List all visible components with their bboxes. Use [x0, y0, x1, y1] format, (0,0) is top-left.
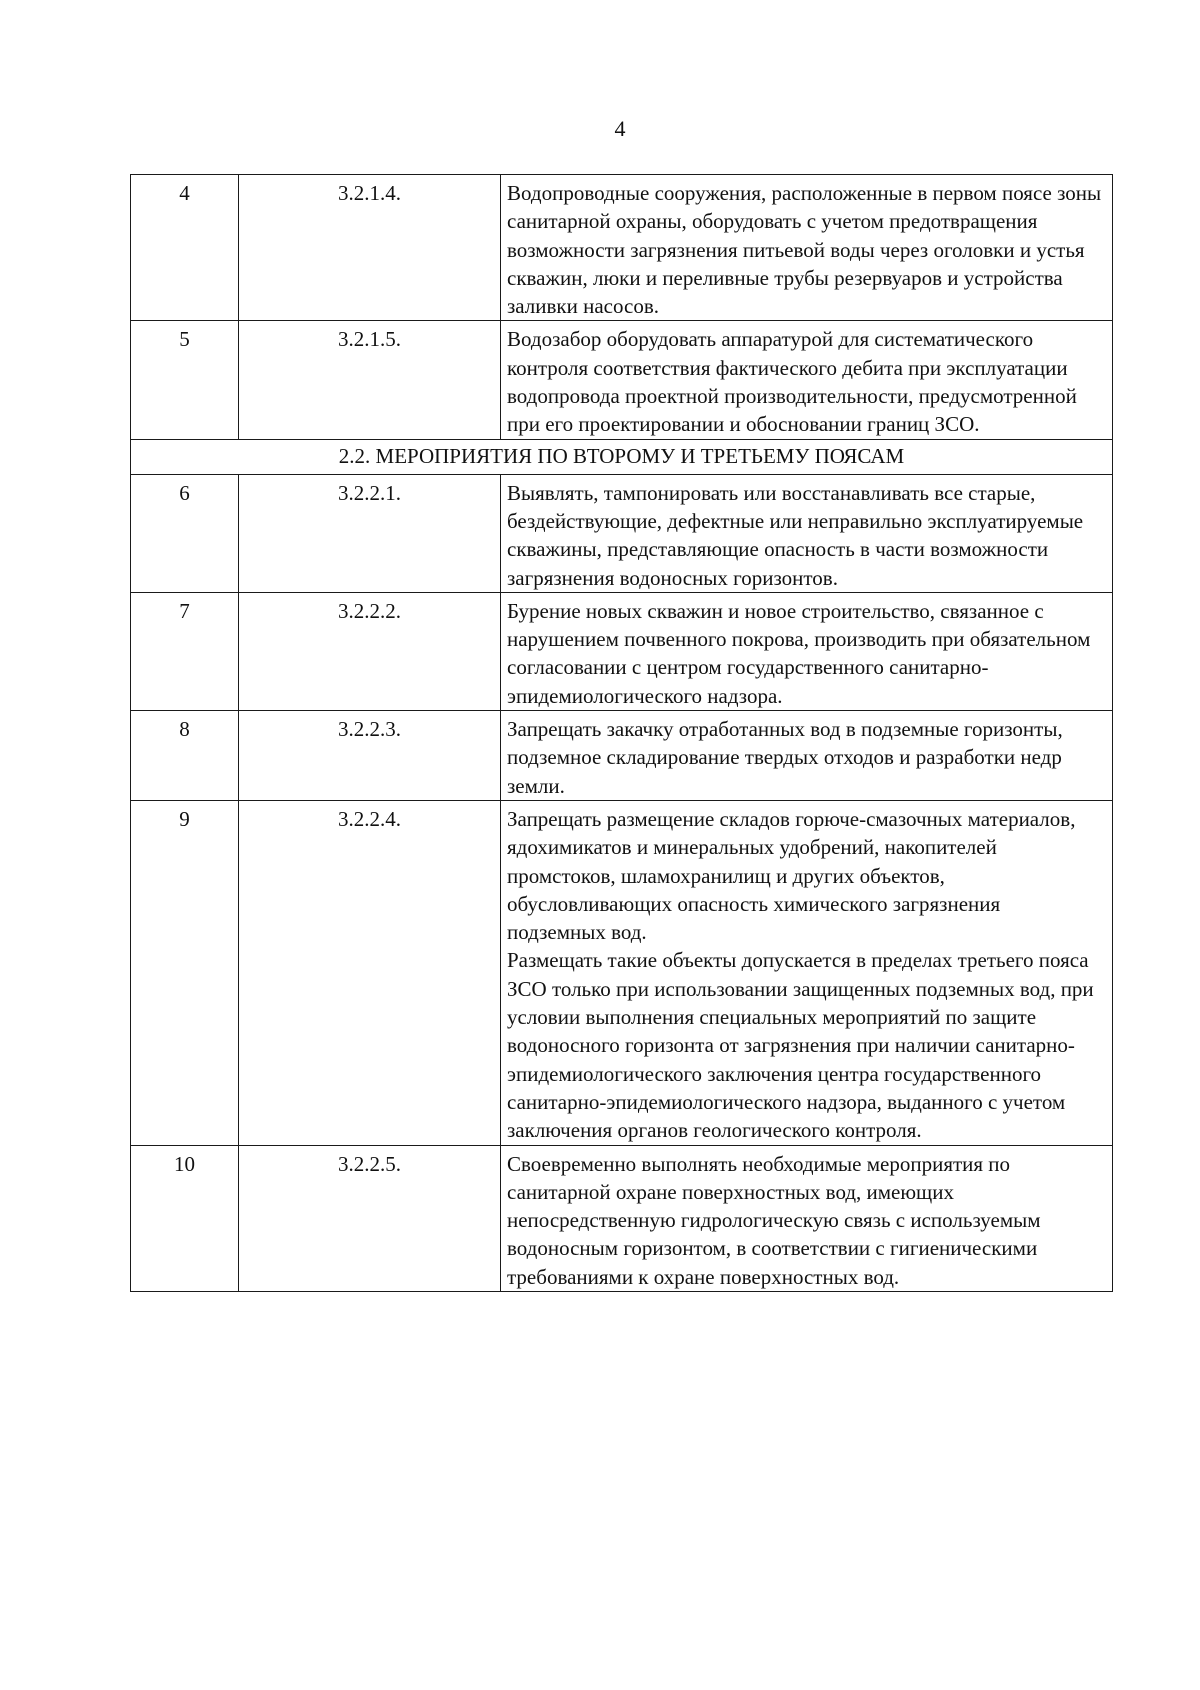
clause-code: 3.2.2.1.: [239, 474, 501, 592]
measure-text: Запрещать закачку отработанных вод в подземные горизонты, подземное складирование твердых отходов и разработки недр земли.: [501, 711, 1113, 801]
table-row: [131, 474, 1113, 592]
row-number: 5: [131, 321, 239, 439]
row-number: 10: [131, 1145, 239, 1291]
measure-text: Запрещать размещение складов горюче-смазочных материалов, ядохимикатов и минеральных удобрений, накопителей промстоков, шламохранилищ и других объектов, обусловливающих опасность химического загрязнения подземных вод.: [507, 806, 1076, 945]
measure-text: Водозабор оборудовать аппаратурой для систематического контроля соответствия фактического дебита при эксплуатации водопровода проектной производительности, предусмотренной при его проектировании и обосновании границ ЗСО.: [501, 321, 1113, 439]
clause-code: 3.2.1.4.: [239, 175, 501, 321]
row-number: 9: [131, 800, 239, 1145]
table-row: [131, 592, 1113, 710]
row-number: 8: [131, 711, 239, 801]
measure-text-block: [501, 800, 1113, 1145]
section-row: [131, 439, 1113, 474]
table-row: [131, 175, 1113, 321]
row-number: 4: [131, 175, 239, 321]
clause-code: 3.2.2.4.: [239, 800, 501, 1145]
measure-text: Своевременно выполнять необходимые мероприятия по санитарной охране поверхностных вод, имеющих непосредственную гидрологическую связь с используемым водоносным горизонтом, в соответствии с гигиеническими требованиями к охране поверхностных вод.: [501, 1145, 1113, 1291]
measure-text-continued: Размещать такие объекты допускается в пределах третьего пояса ЗСО только при использовании защищенных подземных вод, при условии выполнения специальных мероприятий по защите водоносного горизонта от загрязнения при наличии санитарно-эпидемиологического заключения центра государственного санитарно-эпидемиологического надзора, выданного с учетом заключения органов геологического контроля.: [507, 948, 1094, 1143]
clause-code: 3.2.2.5.: [239, 1145, 501, 1291]
table-row: [131, 711, 1113, 801]
table-row: [131, 800, 1113, 1145]
measure-text: Бурение новых скважин и новое строительство, связанное с нарушением почвенного покрова, производить при обязательном согласовании с центром государственного санитарно-эпидемиологического надзора.: [501, 592, 1113, 710]
measure-text: Выявлять, тампонировать или восстанавливать все старые, бездействующие, дефектные или неправильно эксплуатируемые скважины, представляющие опасность в части возможности загрязнения водоносных горизонтов.: [501, 474, 1113, 592]
clause-code: 3.2.1.5.: [239, 321, 501, 439]
table-row: [131, 321, 1113, 439]
row-number: 6: [131, 474, 239, 592]
clause-code: 3.2.2.3.: [239, 711, 501, 801]
measures-table: [130, 174, 1113, 1292]
section-heading: 2.2. МЕРОПРИЯТИЯ ПО ВТОРОМУ И ТРЕТЬЕМУ ПОЯСАМ: [131, 439, 1113, 474]
clause-code: 3.2.2.2.: [239, 592, 501, 710]
row-number: 7: [131, 592, 239, 710]
page-number: 4: [614, 116, 626, 141]
measure-text: Водопроводные сооружения, расположенные в первом поясе зоны санитарной охраны, оборудовать с учетом предотвращения возможности загрязнения питьевой воды через оголовки и устья скважин, люки и переливные трубы резервуаров и устройства заливки насосов.: [501, 175, 1113, 321]
table-row: [131, 1145, 1113, 1291]
